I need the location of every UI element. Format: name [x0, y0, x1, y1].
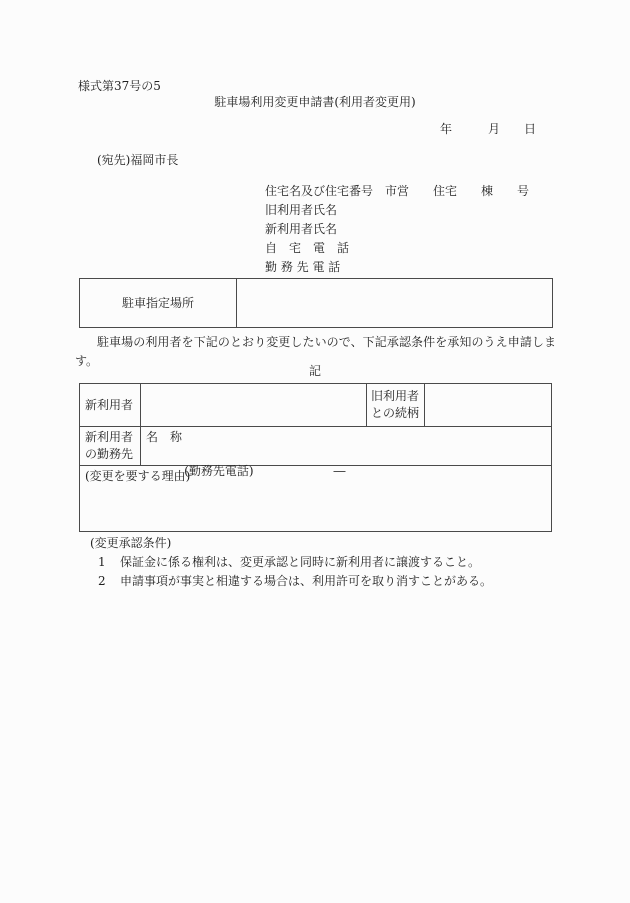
- field-housing-name-number: 住宅名及び住宅番号 市営 住宅 棟 号: [265, 184, 530, 198]
- change-detail-table: [79, 383, 552, 532]
- condition-1-text: 保証金に係る権利は、変更承認と同時に新利用者に譲渡すること。: [120, 555, 481, 569]
- workplace-phone-label: (勤務先電話): [184, 464, 254, 478]
- condition-item-2: [98, 574, 568, 589]
- phone-dash: ―: [333, 464, 346, 478]
- condition-item-1: [98, 555, 568, 570]
- field-new-user-name: 新利用者氏名: [265, 222, 338, 236]
- record-marker: 記: [308, 364, 321, 378]
- designated-space-value: [237, 279, 552, 327]
- workplace-name-label: 名 称: [146, 430, 183, 444]
- form-number: 様式第37号の5: [78, 79, 161, 93]
- condition-1-number: 1: [98, 555, 106, 569]
- new-user-label: 新利用者: [80, 384, 141, 426]
- relation-to-old-user-value: [425, 384, 551, 426]
- condition-2-number: 2: [98, 574, 106, 588]
- application-statement: 駐車場の利用者を下記のとおり変更したいので、下記承認条件を承知のうえ申請します。: [75, 335, 556, 368]
- addressee-line: (宛先)福岡市長: [97, 153, 179, 167]
- approval-conditions-heading: (変更承認条件): [90, 536, 172, 550]
- field-old-user-name: 旧利用者氏名: [265, 203, 338, 217]
- designated-parking-space-table: [79, 278, 553, 328]
- field-home-phone: 自 宅 電 話: [265, 241, 350, 255]
- field-work-phone: 勤 務 先 電 話: [265, 260, 341, 274]
- designated-space-label: 駐車指定場所: [80, 279, 237, 327]
- reason-for-change-label: (変更を要する理由): [85, 469, 191, 483]
- workplace-detail-cell: [141, 427, 551, 478]
- workplace-label: 新利用者の勤務先: [80, 427, 141, 465]
- table-row-new-user: [80, 384, 551, 426]
- new-user-value: [141, 384, 367, 426]
- condition-2-text: 申請事項が事実と相違する場合は、利用許可を取り消すことがある。: [120, 574, 493, 588]
- document-title: 駐車場利用変更申請書(利用者変更用): [214, 95, 416, 109]
- relation-to-old-user-label: 旧利用者との続柄: [367, 384, 425, 426]
- applicant-fields-block: [265, 182, 529, 277]
- date-line: 年 月 日: [440, 122, 537, 136]
- table-row-reason: [80, 465, 551, 531]
